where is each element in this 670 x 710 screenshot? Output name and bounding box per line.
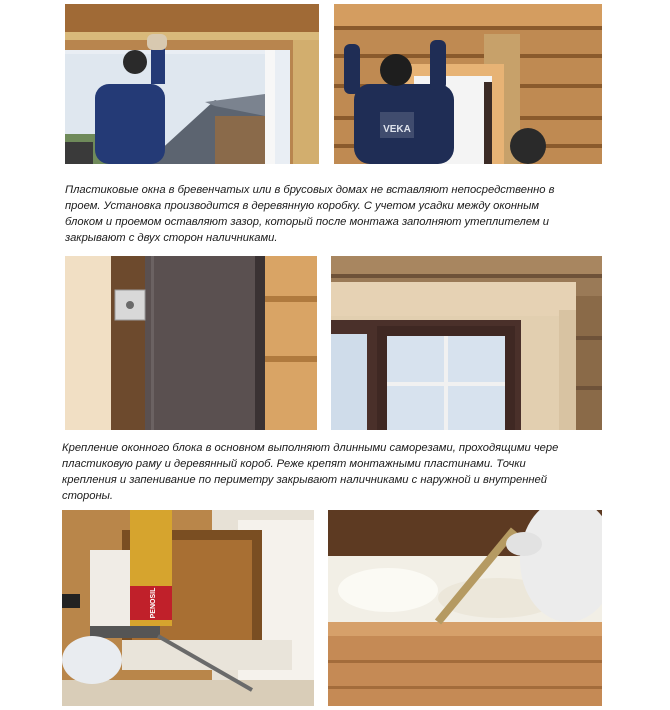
caption-1 bbox=[65, 182, 554, 246]
photo-finished-window-trim bbox=[331, 256, 602, 430]
veka-logo: VEKA bbox=[383, 124, 411, 135]
photo-applying-foam bbox=[328, 510, 602, 706]
caption-2-line-4: стороны. bbox=[62, 490, 113, 502]
caption-2-line-1: Крепление оконного блока в основном выполняют длинными саморезами, проходящими чере bbox=[62, 442, 559, 454]
caption-2-line-3: крепления и запенивание по периметру закрывают наличниками с наружной и внутренней bbox=[62, 474, 547, 486]
photo-mounting-plate bbox=[65, 256, 317, 430]
photo-installing-wooden-frame bbox=[65, 4, 319, 164]
caption-1-line-3: блоком и проемом оставляют зазор, который после монтажа заполняют утеплителем и bbox=[65, 216, 549, 228]
foam-can-brand: PENOSIL bbox=[150, 587, 157, 619]
photo-installer-veka-jacket bbox=[334, 4, 602, 164]
caption-2 bbox=[62, 440, 558, 504]
caption-1-line-2: проем. Установка производится в деревянную коробку. С учетом усадки между оконным bbox=[65, 200, 540, 212]
caption-1-line-1: Пластиковые окна в бревенчатых или в брусовых домах не вставляют непосредственно в bbox=[65, 184, 555, 196]
caption-2-line-2: пластиковую раму и деревянный короб. Реже крепят монтажными пластинами. Точки bbox=[62, 458, 526, 470]
photo-foam-gun bbox=[62, 510, 314, 706]
caption-1-line-4: закрывают с двух сторон наличниками. bbox=[65, 232, 278, 244]
